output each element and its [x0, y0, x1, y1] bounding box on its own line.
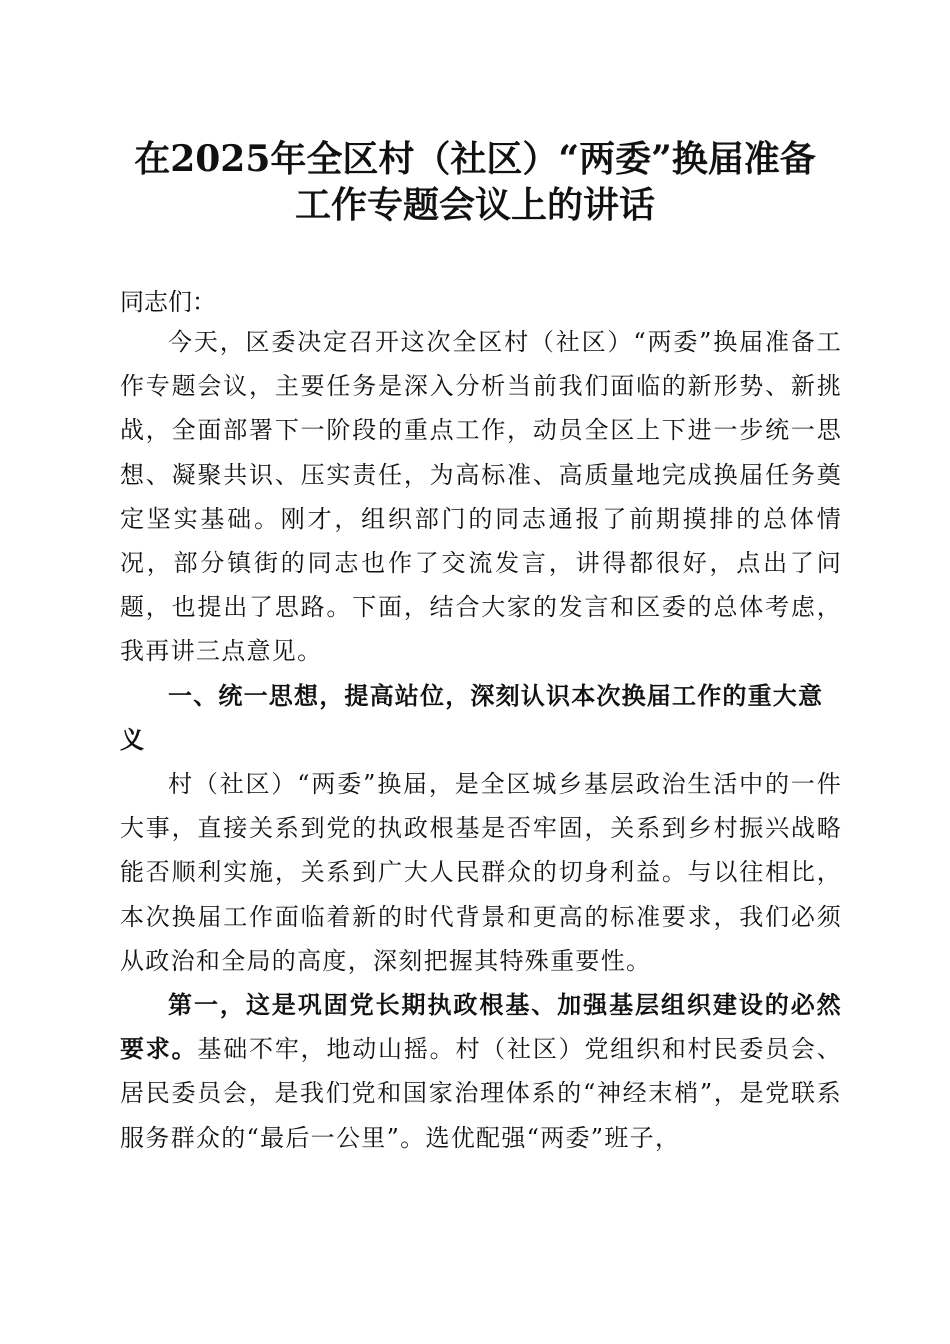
document-title — [100, 136, 850, 228]
section-1-point-1 — [120, 983, 842, 1160]
section-1-paragraph: 村（社区）“两委”换届，是全区城乡基层政治生活中的一件大事，直接关系到党的执政根基是否牢固，关系到乡村振兴战略能否顺利实施，关系到广大人民群众的切身利益。与以往相比，本次换届工作面临着新的时代背景和更高的标准要求，我们必须从政治和全局的高度，深刻把握其特殊重要性。 — [120, 770, 842, 975]
point-1-lead: 第一，这是巩固党长期执政根基、加强基层组织建设的必然要求。 — [120, 991, 842, 1064]
title-line-1: 在2025年全区村（社区）“两委”换届准备 — [134, 138, 816, 180]
point-1-body: 基础不牢，地动山摇。村（社区）党组织和村民委员会、居民委员会，是我们党和国家治理体系的“神经末梢”，是党联系服务群众的“最后一公里”。选优配强“两委”班子， — [120, 1035, 843, 1152]
salutation: 同志们： — [120, 288, 216, 316]
document-body — [120, 320, 842, 1160]
section-1-heading: 一、统一思想，提高站位，深刻认识本次换届工作的重大意义 — [120, 681, 824, 754]
title-line-2: 工作专题会议上的讲话 — [294, 184, 655, 226]
intro-paragraph: 今天，区委决定召开这次全区村（社区）“两委”换届准备工作专题会议，主要任务是深入分析当前我们面临的新形势、新挑战，全面部署下一阶段的重点工作，动员全区上下进一步统一思想、凝聚共识、压实责任，为高标准、高质量地完成换届任务奠定坚实基础。刚才，组织部门的同志通报了前期摸排的总体情况，部分镇街的同志也作了交流发言，讲得都很好，点出了问题，也提出了思路。下面，结合大家的发言和区委的总体考虑，我再讲三点意见。 — [120, 328, 842, 666]
